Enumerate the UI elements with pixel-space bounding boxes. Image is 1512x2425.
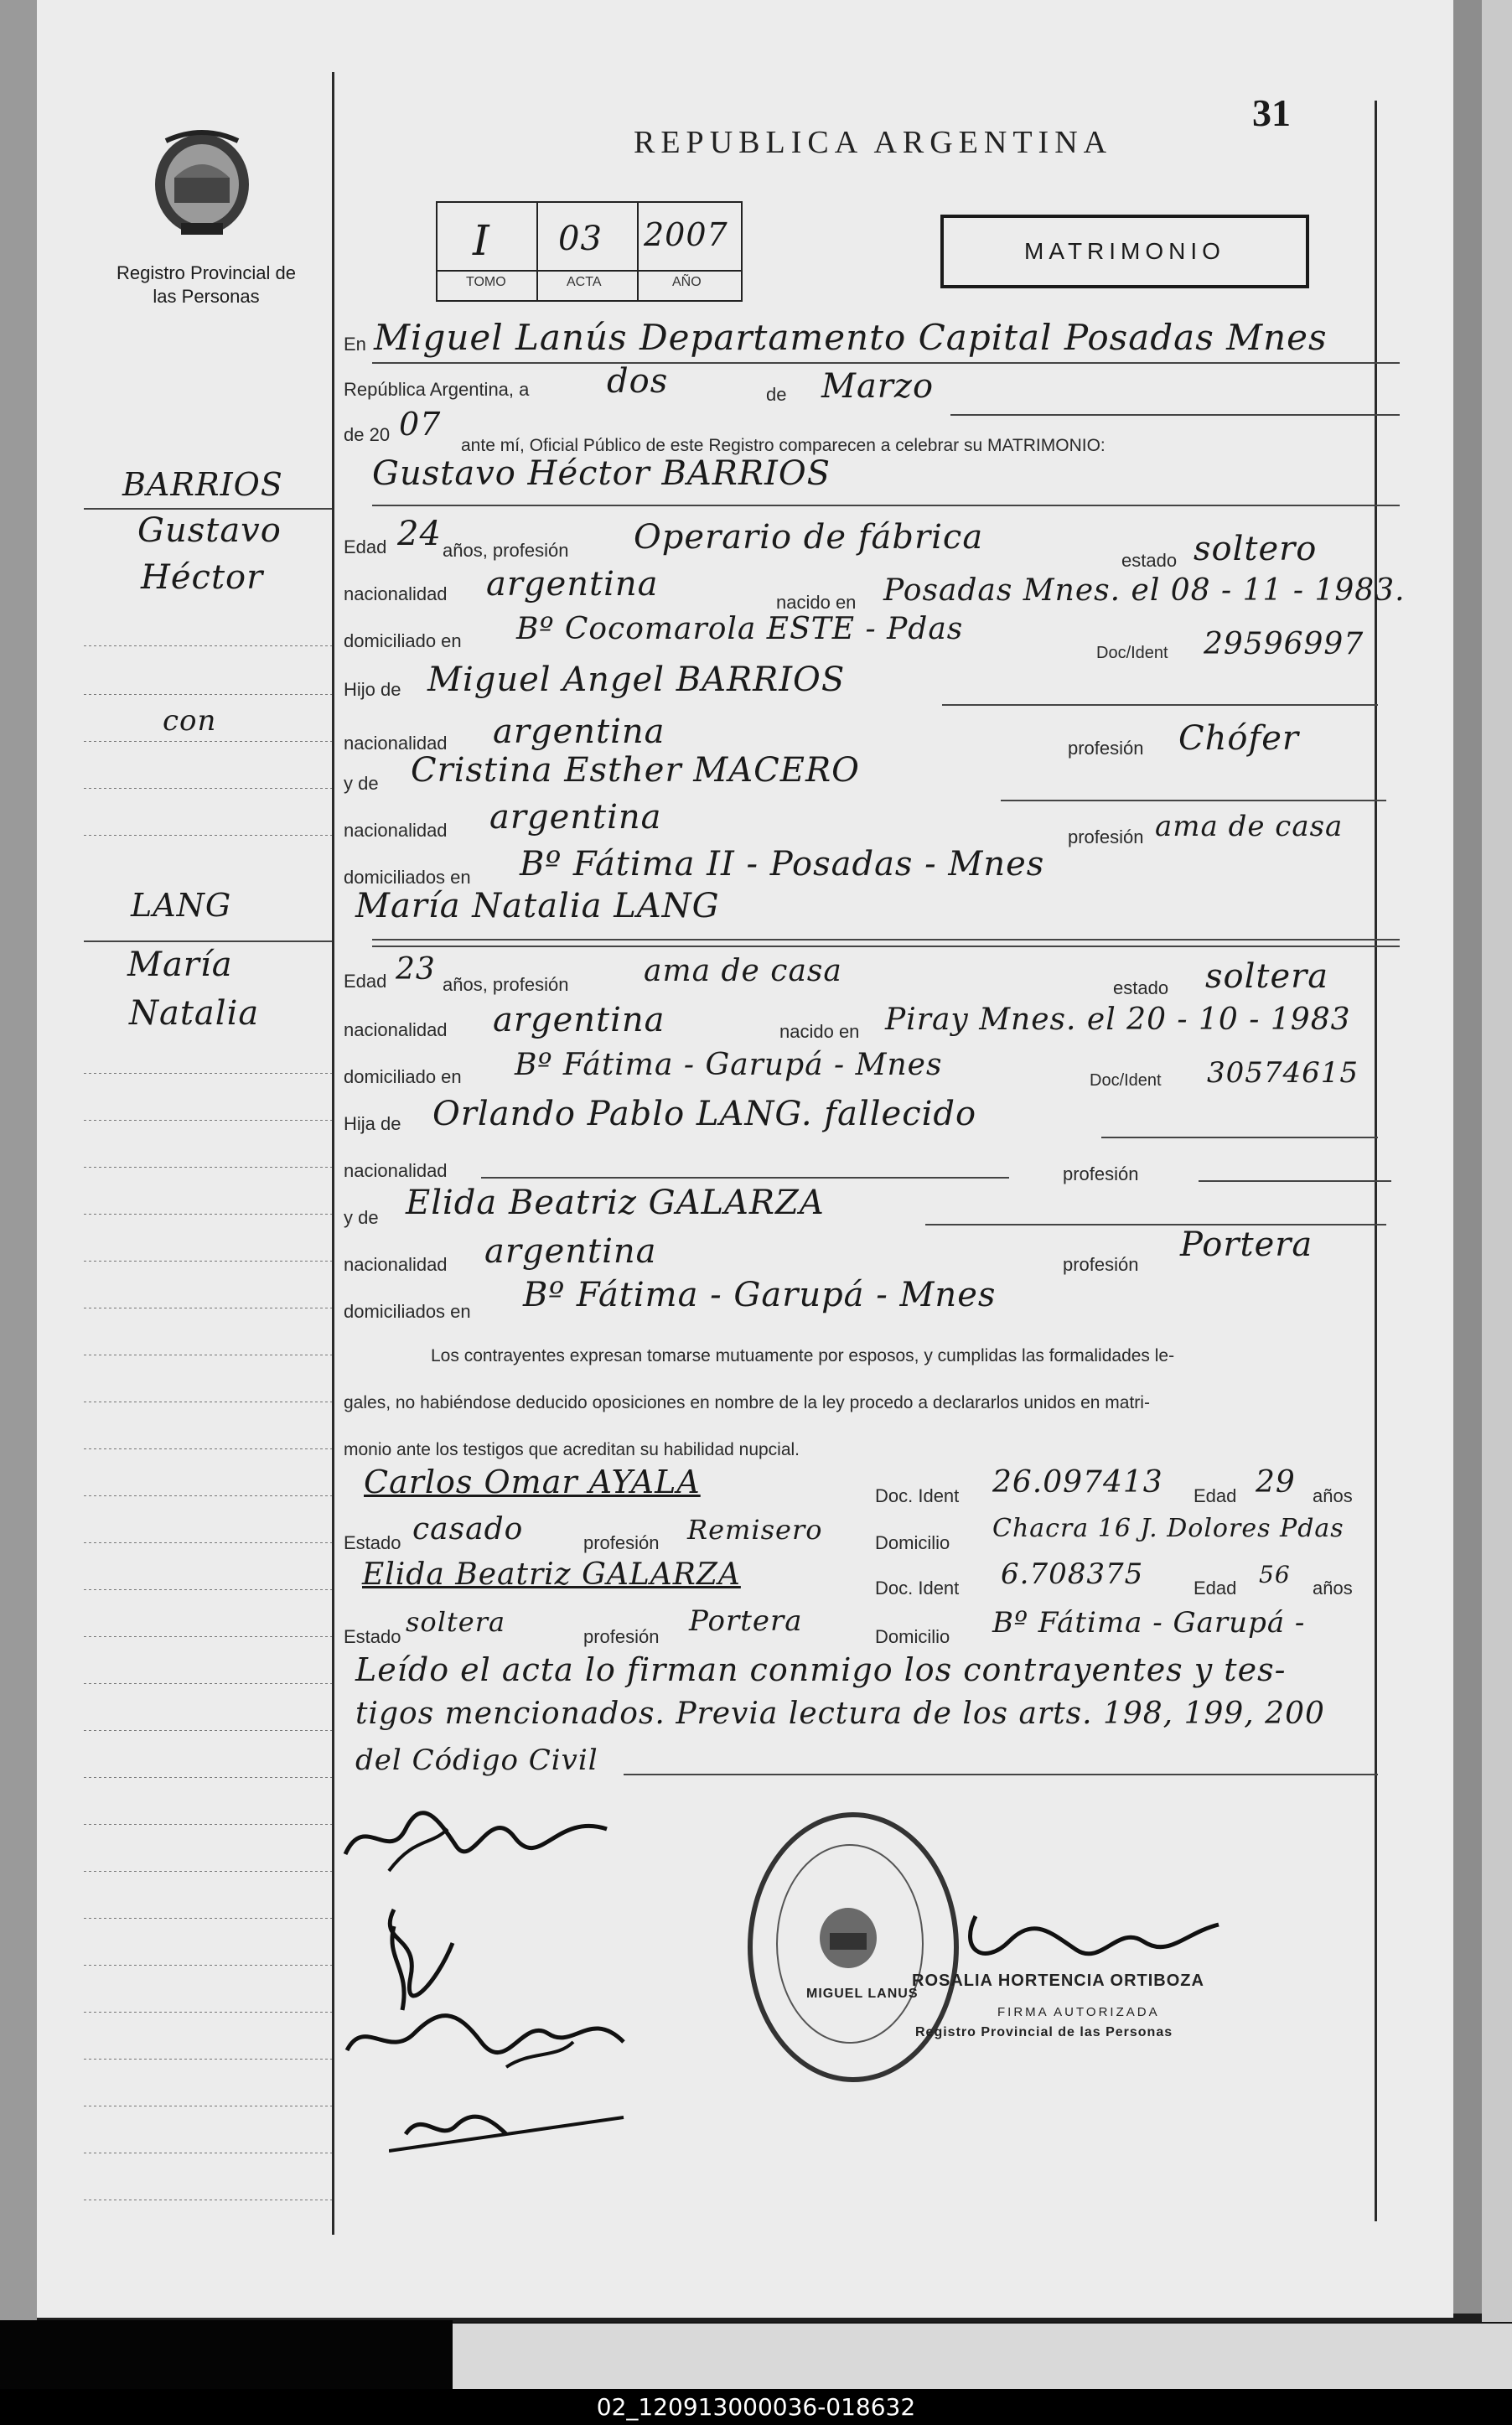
witness1-profession: Remisero <box>687 1514 823 1546</box>
margin-line <box>84 2059 332 2060</box>
groom-age: 24 <box>397 515 442 553</box>
witness2-profession: Portera <box>689 1604 803 1638</box>
doc-ident-label: Doc/Ident <box>1096 644 1168 662</box>
line <box>1199 1180 1391 1182</box>
witness2-name: Elida Beatriz GALARZA <box>362 1557 741 1592</box>
nacido-en-label: nacido en <box>776 592 857 613</box>
witness2-signature <box>389 2101 640 2163</box>
groom-margin-given1: Gustavo <box>137 511 282 550</box>
witness2-doc: 6.708375 <box>1001 1557 1144 1591</box>
witness1-name: Carlos Omar AYALA <box>364 1464 701 1500</box>
margin-line <box>84 741 332 742</box>
margin-line <box>84 2012 332 2013</box>
tomo-label: TOMO <box>466 275 506 289</box>
margin-line <box>84 1495 332 1496</box>
witness2-doc-label: Doc. Ident <box>875 1578 960 1599</box>
witness2-status: soltera <box>406 1606 506 1638</box>
line <box>372 362 1400 364</box>
tomo-value: I <box>473 216 490 265</box>
bride-mother-nacionalidad-label: nacionalidad <box>344 1254 448 1275</box>
witness2-address: Bº Fátima - Garupá - <box>992 1606 1306 1640</box>
en-label: En <box>344 334 366 355</box>
line <box>925 1224 1386 1225</box>
margin-line <box>84 694 332 695</box>
margin-line <box>84 1871 332 1872</box>
closing-line-1: Leído el acta lo firman conmigo los contrayentes y tes- <box>355 1651 1287 1688</box>
bride-mother-profesion-label: profesión <box>1063 1254 1139 1275</box>
margin-line <box>84 1683 332 1684</box>
margin-line <box>84 1073 332 1074</box>
country-heading: REPUBLICA ARGENTINA <box>634 125 1113 160</box>
register-page <box>37 0 1453 2318</box>
margin-line <box>84 1542 332 1543</box>
groom-mother-nationality: argentina <box>489 798 662 837</box>
domiciliado-label: domiciliado en <box>344 630 462 651</box>
margin-line <box>84 1965 332 1966</box>
margin-divider <box>332 72 334 2235</box>
margin-line <box>84 1261 332 1262</box>
bride-margin-given1: María <box>127 946 233 984</box>
seal-registry: Registro Provincial de las Personas <box>915 2025 1173 2039</box>
witness1-address: Chacra 16 J. Dolores Pdas <box>992 1514 1344 1543</box>
father-nacionalidad-label: nacionalidad <box>344 733 448 754</box>
de-label: de <box>766 384 787 405</box>
seal-center-text: MIGUEL LANUS <box>806 1987 919 2001</box>
witness1-profesion-label: profesión <box>583 1532 660 1553</box>
groom-father-profession: Chófer <box>1178 719 1300 758</box>
scan-grey-block <box>453 2324 1512 2389</box>
line <box>84 940 332 942</box>
closing-line-2: tigos mencionados. Previa lectura de los arts. 198, 199, 200 <box>355 1697 1325 1731</box>
mother-nacionalidad-label: nacionalidad <box>344 820 448 841</box>
legal-line-1: Los contrayentes expresan tomarse mutuamente por esposos, y cumplidas las formalidades le- <box>431 1346 1175 1365</box>
scan-left-edge <box>0 0 37 2322</box>
year-prefix-label: de 20 <box>344 424 391 445</box>
witness2-anios-label: años <box>1313 1578 1353 1599</box>
witness2-estado-label: Estado <box>344 1626 401 1647</box>
groom-mother: Cristina Esther MACERO <box>411 751 860 790</box>
groom-profession: Operario de fábrica <box>634 518 984 557</box>
place-value: Miguel Lanús Departamento Capital Posadas Mnes <box>374 317 1328 358</box>
witness2-edad-label: Edad <box>1194 1578 1237 1599</box>
nacionalidad-label: nacionalidad <box>344 583 448 604</box>
line <box>372 505 1400 506</box>
record-type-box: MATRIMONIO <box>940 215 1309 288</box>
registry-name: Registro Provincial de las Personas <box>117 262 296 307</box>
margin-line <box>84 788 332 789</box>
scan-black-block <box>0 2320 453 2389</box>
bride-doc: 30574615 <box>1207 1056 1359 1090</box>
bride-status: soltera <box>1205 957 1329 996</box>
groom-father: Miguel Angel BARRIOS <box>427 661 846 699</box>
groom-margin-given2: Héctor <box>141 558 264 597</box>
acta-label: ACTA <box>567 275 602 289</box>
bride-margin-given2: Natalia <box>129 994 260 1033</box>
comparecen-text: ante mí, Oficial Público de este Registro comparecen a celebrar su MATRIMONIO: <box>461 436 1106 455</box>
record-box-col <box>536 201 538 300</box>
legal-line-2: gales, no habiéndose deducido oposiciones en nombre de la ley procedo a declararlos unidos en matri- <box>344 1393 1150 1412</box>
groom-status: soltero <box>1194 530 1318 568</box>
margin-line <box>84 645 332 646</box>
book-binding-edge <box>1482 0 1512 2322</box>
witness1-edad-label: Edad <box>1194 1485 1237 1506</box>
hijo-de-label: Hijo de <box>344 679 401 700</box>
margin-line <box>84 1777 332 1778</box>
margin-line <box>84 1730 332 1731</box>
bride-address: Bº Fátima - Garupá - Mnes <box>515 1048 943 1082</box>
bride-margin-surname: LANG <box>131 887 232 924</box>
officer-signature <box>950 1899 1235 1979</box>
bride-parents-address: Bº Fátima - Garupá - Mnes <box>523 1276 997 1314</box>
line <box>1001 800 1386 801</box>
margin-line <box>84 1448 332 1449</box>
groom-nationality: argentina <box>486 565 659 604</box>
bride-mother-profession: Portera <box>1180 1225 1313 1264</box>
con-label: con <box>163 704 217 738</box>
witness1-age: 29 <box>1256 1465 1296 1500</box>
witness2-profesion-label: profesión <box>583 1626 660 1647</box>
bride-doc-ident-label: Doc/Ident <box>1090 1071 1162 1090</box>
bride-father: Orlando Pablo LANG. fallecido <box>432 1095 977 1133</box>
scan-id-label: 02_120913000036-018632 <box>0 2389 1512 2425</box>
margin-line <box>84 1120 332 1121</box>
officer-name: ROSALIA HORTENCIA ORTIBOZA <box>912 1972 1204 1990</box>
bride-profession: ama de casa <box>644 954 842 988</box>
witness1-doc: 26.097413 <box>992 1465 1163 1500</box>
bride-anios-profesion-label: años, profesión <box>443 974 569 995</box>
bride-age: 23 <box>396 952 436 987</box>
republica-label: República Argentina, a <box>344 379 530 400</box>
hija-de-label: Hija de <box>344 1113 401 1134</box>
firma-autorizada: FIRMA AUTORIZADA <box>997 2005 1160 2019</box>
groom-parents-address: Bº Fátima II - Posadas - Mnes <box>520 845 1045 883</box>
year-suffix-value: 07 <box>399 406 442 443</box>
month-value: Marzo <box>821 367 935 406</box>
margin-line <box>84 1167 332 1168</box>
estado-label: estado <box>1121 550 1178 571</box>
groom-signature <box>339 1804 615 1884</box>
closing-line-3: del Código Civil <box>355 1744 598 1777</box>
bride-born: Piray Mnes. el 20 - 10 - 1983 <box>885 1003 1351 1037</box>
witness2-domicilio-label: Domicilio <box>875 1626 950 1647</box>
groom-full-name: Gustavo Héctor BARRIOS <box>372 454 831 493</box>
margin-line <box>84 1589 332 1590</box>
domiciliados-label: domiciliados en <box>344 867 471 888</box>
bride-full-name: María Natalia LANG <box>355 887 720 925</box>
anio-label: AÑO <box>672 275 702 289</box>
groom-doc: 29596997 <box>1204 627 1364 661</box>
witness1-doc-label: Doc. Ident <box>875 1485 960 1506</box>
witness2-age: 56 <box>1259 1561 1291 1588</box>
bride-y-de-label: y de <box>344 1207 379 1228</box>
seal-emblem-icon <box>815 1904 882 1976</box>
margin-line <box>84 1824 332 1825</box>
groom-margin-surname: BARRIOS <box>122 466 283 503</box>
mother-profesion-label: profesión <box>1068 826 1144 847</box>
bride-father-profesion-label: profesión <box>1063 1163 1139 1184</box>
bride-edad-label: Edad <box>344 971 387 992</box>
line <box>372 946 1400 947</box>
day-value: dos <box>607 362 669 401</box>
bride-nacido-label: nacido en <box>779 1021 860 1042</box>
y-de-label: y de <box>344 773 379 794</box>
bride-domiciliados-label: domiciliados en <box>344 1301 471 1322</box>
record-box-col <box>637 201 639 300</box>
line <box>481 1177 1009 1179</box>
right-margin-rule <box>1375 101 1377 2221</box>
bride-nationality: argentina <box>493 1001 665 1039</box>
edad-label: Edad <box>344 536 387 557</box>
anio-value: 2007 <box>644 216 728 253</box>
groom-born: Posadas Mnes. el 08 - 11 - 1983. <box>883 573 1406 608</box>
page-number: 31 <box>1252 91 1291 134</box>
witness1-signature <box>339 2000 640 2080</box>
legal-line-3: monio ante los testigos que acreditan su habilidad nupcial. <box>344 1440 800 1459</box>
bride-mother-nationality: argentina <box>484 1232 657 1271</box>
anios-profesion-label: años, profesión <box>443 540 569 561</box>
margin-line <box>84 1636 332 1637</box>
margin-line <box>84 1918 332 1919</box>
line <box>1101 1137 1378 1138</box>
margin-line <box>84 835 332 836</box>
margin-line <box>84 1214 332 1215</box>
father-profesion-label: profesión <box>1068 738 1144 759</box>
bride-father-nacionalidad-label: nacionalidad <box>344 1160 448 1181</box>
witness1-status: casado <box>412 1512 524 1547</box>
bride-mother: Elida Beatriz GALARZA <box>406 1184 825 1222</box>
bride-estado-label: estado <box>1113 977 1169 998</box>
line <box>624 1774 1378 1775</box>
acta-value: 03 <box>558 220 603 258</box>
bride-nacionalidad-label: nacionalidad <box>344 1019 448 1040</box>
line <box>942 704 1378 706</box>
groom-mother-profession: ama de casa <box>1155 810 1344 843</box>
witness1-anios-label: años <box>1313 1485 1353 1506</box>
line <box>950 414 1400 416</box>
record-box-divider <box>436 270 741 272</box>
line <box>372 939 1400 940</box>
groom-father-nationality: argentina <box>493 712 665 751</box>
witness1-domicilio-label: Domicilio <box>875 1532 950 1553</box>
bride-domiciliado-label: domiciliado en <box>344 1066 462 1087</box>
groom-address: Bº Cocomarola ESTE - Pdas <box>516 612 964 646</box>
provincial-emblem-icon <box>149 126 255 243</box>
witness1-estado-label: Estado <box>344 1532 401 1553</box>
line <box>84 508 332 510</box>
